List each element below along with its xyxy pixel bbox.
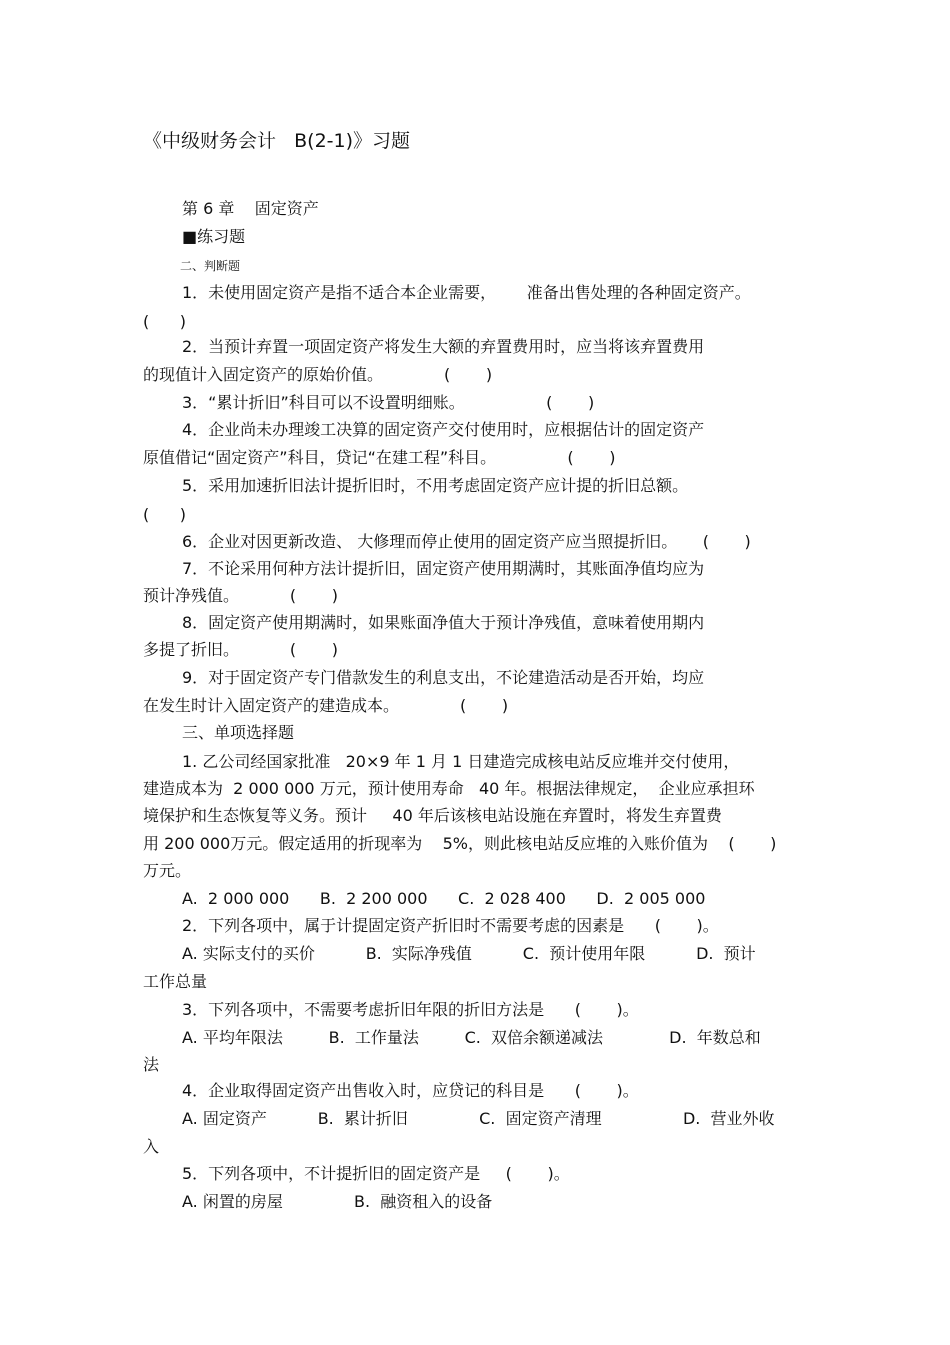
single-q5-options: A. 闲置的房屋 B. 融资租入的设备 [182,1192,493,1211]
judge-q7-line2: 预计净残值。 ( ) [143,586,338,605]
single-q3-options-cont: 法 [143,1055,160,1074]
single-q1-line3: 境保护和生态恢复等义务。预计 40 年后该核电站设施在弃置时，将发生弃置费 [143,806,722,825]
single-q1-line2: 建造成本为 2 000 000 万元，预计使用寿命 40 年。根据法律规定， 企业应承担环 [143,779,755,798]
judge-q9-line2: 在发生时计入固定资产的建造成本。 ( ) [143,696,509,715]
single-q1-options: A. 2 000 000 B. 2 200 000 C. 2 028 400 D. 2 005 000 [182,889,706,908]
single-q1-line4: 用 200 000万元。假定适用的折现率为 5%，则此核电站反应堆的入账价值为 ( ) [143,834,777,853]
single-q4-options: A. 固定资产 B. 累计折旧 C. 固定资产清理 D. 营业外收 [182,1109,775,1128]
judge-q4-line1: 4．企业尚未办理竣工决算的固定资产交付使用时，应根据估计的固定资产 [182,420,705,439]
judge-q7-line1: 7．不论采用何种方法计提折旧，固定资产使用期满时，其账面净值均应为 [182,559,705,578]
single-q5-stem: 5．下列各项中，不计提折旧的固定资产是 ( )。 [182,1164,570,1183]
judge-q8-line1: 8．固定资产使用期满时，如果账面净值大于预计净残值，意味着使用期内 [182,613,705,632]
single-q2-options: A. 实际支付的买价 B. 实际净残值 C. 预计使用年限 D. 预计 [182,944,756,963]
judge-q8-line2: 多提了折旧。 ( ) [143,640,338,659]
judge-q5-line2: ( ) [143,505,186,524]
judge-q3-line1: 3．“累计折旧”科目可以不设置明细账。 ( ) [182,393,595,412]
judge-q5-line1: 5．采用加速折旧法计提折旧时，不用考虑固定资产应计提的折旧总额。 [182,476,689,495]
document-title: 《中级财务会计 B(2-1)》习题 [143,130,411,152]
judge-section-heading: 二、判断题 [180,259,241,273]
single-q4-options-cont: 入 [143,1137,160,1156]
chapter-heading: 第 6 章 固定资产 [182,199,319,218]
single-q1-line1: 1. 乙公司经国家批准 20×9 年 1 月 1 日建造完成核电站反应堆并交付使用， [182,752,740,771]
single-q3-options: A. 平均年限法 B. 工作量法 C. 双倍余额递减法 D. 年数总和 [182,1028,761,1047]
judge-q6-line1: 6．企业对因更新改造、 大修理而停止使用的固定资产应当照提折旧。 ( ) [182,532,751,551]
judge-q9-line1: 9．对于固定资产专门借款发生的利息支出，不论建造活动是否开始，均应 [182,668,705,687]
single-q4-stem: 4．企业取得固定资产出售收入时，应贷记的科目是 ( )。 [182,1081,639,1100]
single-q2-options-cont: 工作总量 [143,972,208,991]
single-choice-section-heading: 三、单项选择题 [182,723,295,742]
judge-q2-line2: 的现值计入固定资产的原始价值。 ( ) [143,365,493,384]
single-q1-line5: 万元。 [143,861,192,880]
single-q3-stem: 3．下列各项中，不需要考虑折旧年限的折旧方法是 ( )。 [182,1000,639,1019]
judge-q4-line2: 原值借记“固定资产”科目，贷记“在建工程”科目。 ( ) [143,448,616,467]
judge-q2-line1: 2．当预计弃置一项固定资产将发生大额的弃置费用时，应当将该弃置费用 [182,337,705,356]
practice-heading: ■练习题 [182,227,246,246]
judge-q1-line1: 1．未使用固定资产是指不适合本企业需要， 准备出售处理的各种固定资产。 [182,283,751,302]
judge-q1-line2: ( ) [143,312,186,331]
single-q2-stem: 2．下列各项中，属于计提固定资产折旧时不需要考虑的因素是 ( )。 [182,916,719,935]
